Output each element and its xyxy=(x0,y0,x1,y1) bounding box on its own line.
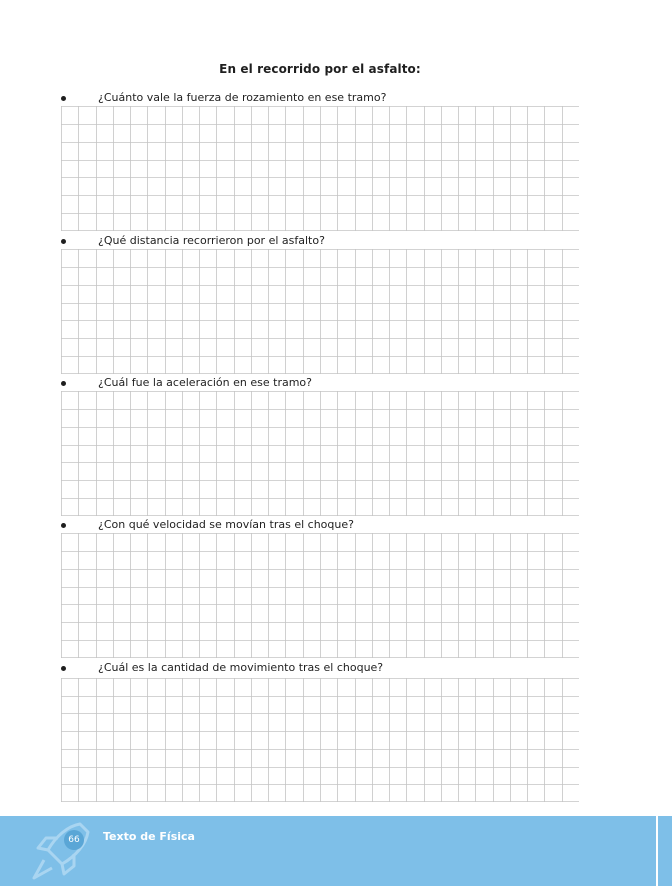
question-text: ¿Cuál fue la aceleración en ese tramo? xyxy=(98,376,312,389)
question-5 xyxy=(0,660,672,680)
question-text: ¿Con qué velocidad se movían tras el choque? xyxy=(98,518,354,531)
bullet-icon xyxy=(61,96,66,101)
question-text: ¿Cuánto vale la fuerza de rozamiento en ese tramo? xyxy=(98,91,387,104)
footer-edge-tab xyxy=(658,816,672,886)
bullet-icon xyxy=(61,381,66,386)
section-heading: En el recorrido por el asfalto: xyxy=(219,62,421,76)
rocket-icon xyxy=(28,818,98,884)
answer-grid-1[interactable] xyxy=(61,106,579,231)
page-number: 66 xyxy=(64,830,84,850)
footer-band xyxy=(0,816,656,886)
question-text: ¿Cuál es la cantidad de movimiento tras el choque? xyxy=(98,661,384,674)
answer-grid-2[interactable] xyxy=(61,249,579,374)
answer-grid-5[interactable] xyxy=(61,678,579,802)
book-title: Texto de Física xyxy=(103,830,195,843)
answer-grid-3[interactable] xyxy=(61,391,579,516)
bullet-icon xyxy=(61,666,66,671)
bullet-icon xyxy=(61,523,66,528)
question-text: ¿Qué distancia recorrieron por el asfalto? xyxy=(98,234,325,247)
answer-grid-4[interactable] xyxy=(61,533,579,658)
bullet-icon xyxy=(61,239,66,244)
